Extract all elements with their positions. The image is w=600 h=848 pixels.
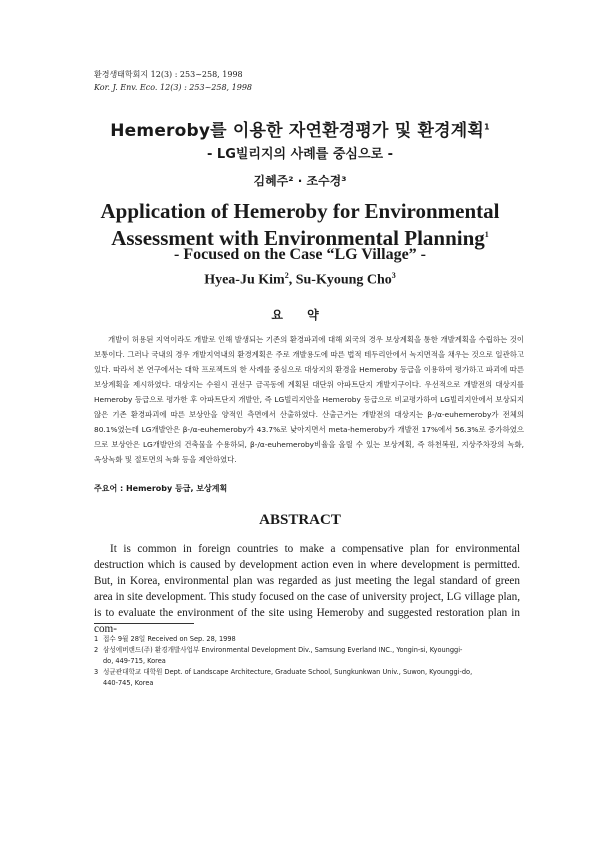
footnote-text: 성균관대학교 대학원 Dept. of Landscape Architecture, Graduate School, Sungkunkwan Univ., Suwon, Kyounggi-do, [103, 668, 473, 676]
korean-title-text: Hemeroby를 이용한 자연환경평가 및 환경계획 [110, 121, 484, 141]
journal-english-citation: Kor. J. Env. Eco. 12(3) : 253~258, 1998 [94, 83, 252, 92]
author-2-affiliation-mark: 3 [391, 271, 396, 280]
korean-abstract-heading: 요 약 [271, 308, 329, 322]
footnote-continuation: do, 449-715, Korea [103, 657, 166, 665]
author-2-name: Su-Kyoung Cho [295, 272, 392, 288]
korean-title-footnote-mark: 1 [483, 122, 490, 132]
footnotes [94, 634, 524, 689]
footnote-number: 2 [94, 646, 99, 654]
footnote-1 [94, 634, 524, 645]
english-title-line-1: Application of Hemeroby for Environmental [100, 199, 500, 223]
footnote-divider [94, 623, 194, 624]
journal-header [94, 68, 252, 94]
footnote-text: 삼성에버랜드(주) 환경개발사업부 Environmental Development Div., Samsung Everland INC., Yongin-si, Kyounggi- [103, 646, 463, 654]
english-abstract-body: It is common in foreign countries to make a compensative plan for environmental destruction which is caused by development action even in where development is permitted. But, in Korea, environmental plan was regarded as just meeting the legal standard of green area in site development. This study focused on the case of university project, LG village plan, is to evaluate the environment of the site using Hemeroby and suggested restoration plan in com- [94, 543, 520, 635]
english-authors [0, 271, 600, 289]
author-1-name: Hyea-Ju Kim [204, 272, 285, 288]
english-subtitle: - Focused on the Case “LG Village” - [174, 246, 426, 263]
footnote-text: 접수 9월 28일 Received on Sep. 28, 1998 [103, 635, 236, 643]
keywords: 주요어 : Hemeroby 등급, 보상계획 [94, 484, 228, 493]
english-title-footnote-mark: 1 [484, 230, 489, 239]
korean-abstract-body: 개발이 허용된 지역이라도 개발로 인해 발생되는 기존의 환경파괴에 대해 외국의 경우 보상계획을 통한 개발계획을 수립하는 것이 보통이다. 그러나 국내의 경우 개발지역내의 환경계획은 주로 개발용도에 따른 법적 테두리안에서 녹지면적을 채우는 것으로 일관하고 있다. 따라서 본 연구에서는 대학 프로젝트의 한 사례를 중심으로 대상지의 환경을 Hemeroby 등급을 이용하여 평가하고 파괴에 따른 보상계획을 제시하였다. 대상지는 수원시 권선구 금곡동에 계획된 대단위 아파트단지 개발지구이다. 우선적으로 개발전의 대상지를 Hemeroby 등급으로 평가한 후 아파트단지 개발안, 즉 LG빌리지안을 Hemeroby 등급으로 비교평가하여 LG빌리지안에서 보상되지 않은 기존 환경파괴에 따른 보상안을 양적인 측면에서 산출하였다. 산출근거는 개발전의 대상지는 β-/α-euhemeroby가 전체의 80.1%였는데 LG개발안은 β-/α-euhemeroby가 43.7%로 낮아지면서 meta-hemeroby가 개발전 17%에서 56.3%로 증가하였으므로 보상안은 LG개발안의 건축물을 수용하되, β-/α-euhemeroby비율을 올릴 수 있는 보상계획, 즉 하천복원, 지상주차장의 녹화, 옥상녹화 및 절토면의 녹화 등을 제안하였다. [94, 335, 524, 464]
footnote-number: 3 [94, 668, 99, 676]
english-abstract-heading: ABSTRACT [259, 512, 341, 528]
author-separator: , [288, 272, 296, 288]
author-1-affiliation-mark: 2 [284, 271, 289, 280]
journal-korean-citation: 환경생태학회지 12(3) : 253~258, 1998 [94, 70, 243, 79]
english-title [0, 200, 600, 250]
korean-title [0, 116, 600, 141]
footnote-2 [94, 645, 524, 667]
footnote-continuation: 440-745, Korea [103, 679, 154, 687]
footnote-number: 1 [94, 635, 99, 643]
english-title-line-2-text: Assessment with Environmental Planning [111, 226, 485, 250]
korean-subtitle: - LG빌리지의 사례를 중심으로 - [207, 147, 393, 162]
korean-authors: 김혜주² · 조수경³ [253, 174, 347, 188]
footnote-3 [94, 667, 524, 689]
